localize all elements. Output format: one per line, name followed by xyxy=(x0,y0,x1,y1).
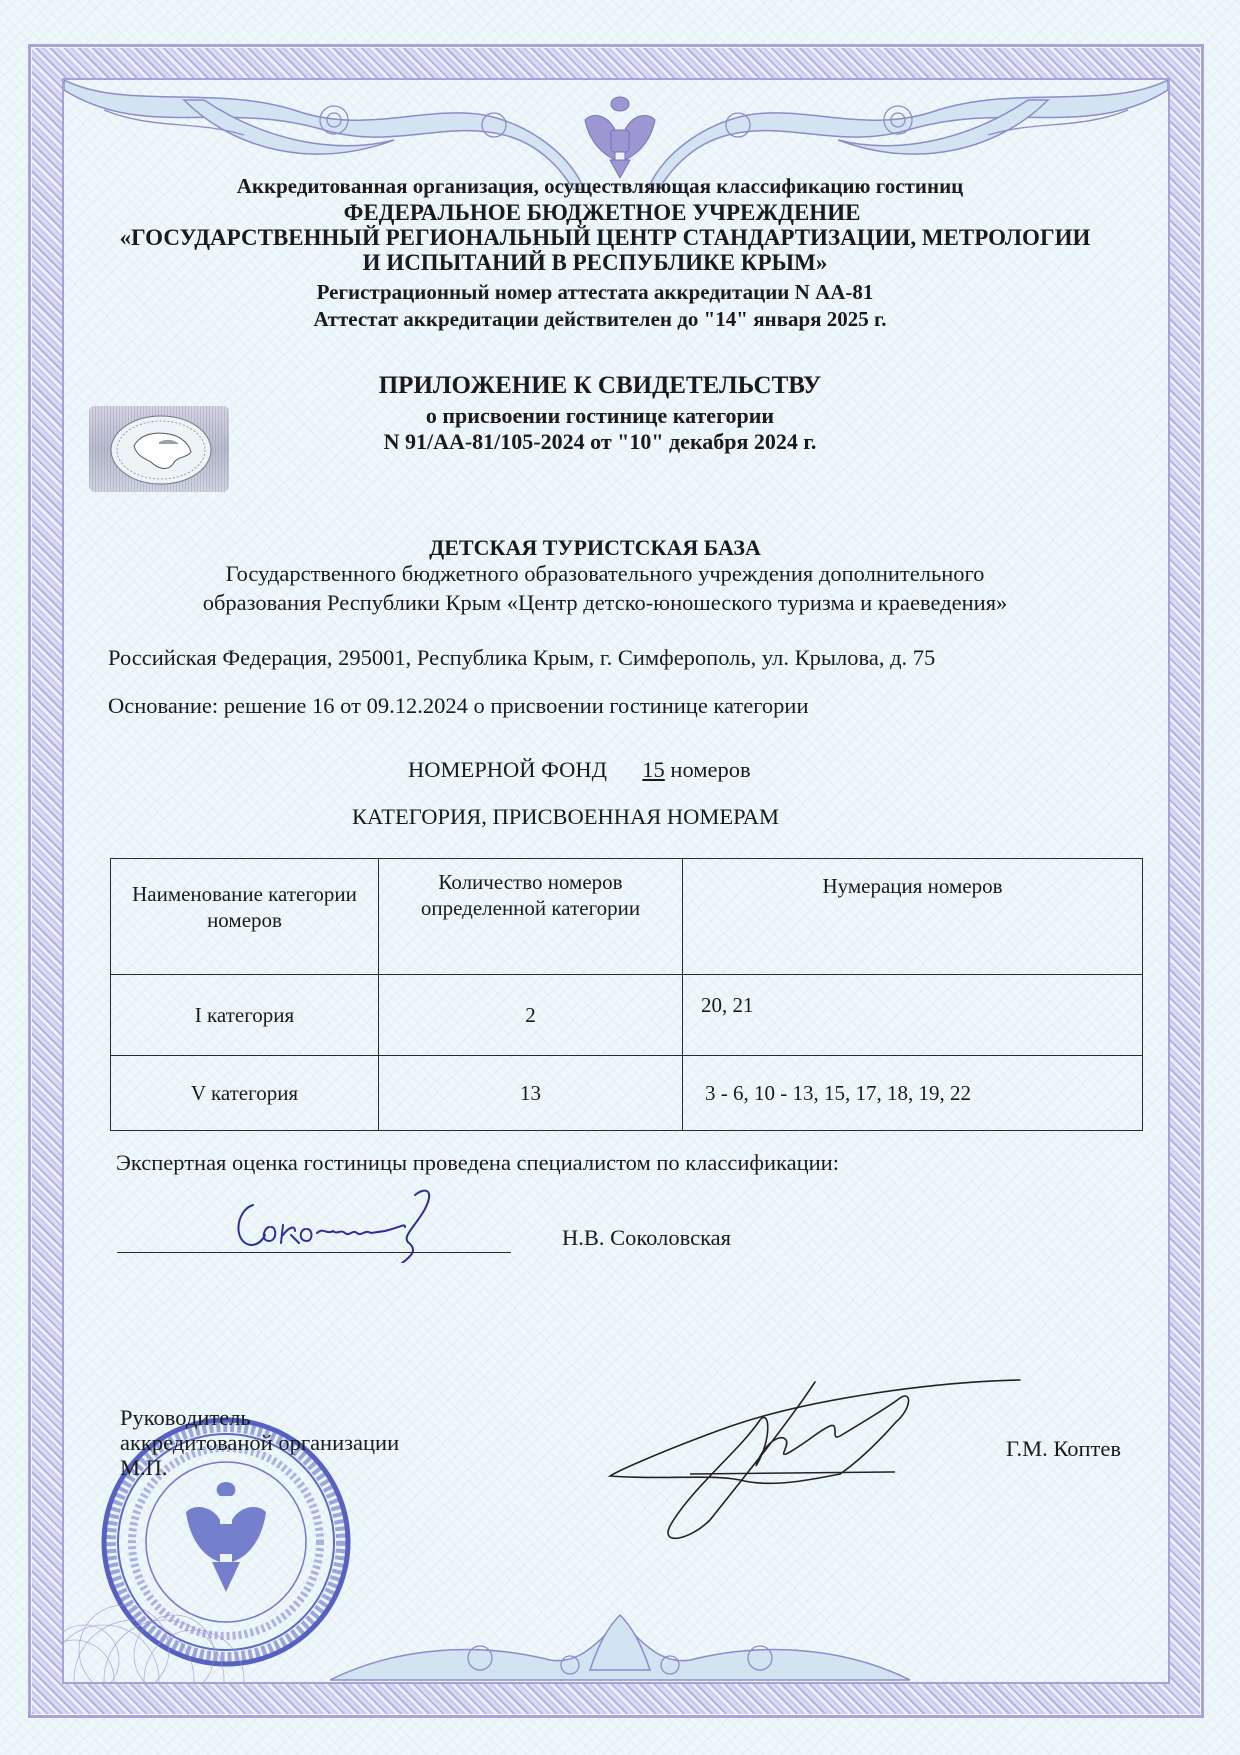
row-count: 2 xyxy=(379,975,683,1056)
room-fund-row xyxy=(408,757,751,783)
head-title-block xyxy=(120,1406,399,1480)
table-row xyxy=(111,975,1143,1056)
org-name-line2: И ИСПЫТАНИЙ В РЕСПУБЛИКЕ КРЫМ» xyxy=(362,250,828,275)
room-fund-unit: номеров xyxy=(670,757,751,782)
head-title-line1: Руководитель xyxy=(120,1405,251,1430)
row-numbers: 3 - 6, 10 - 13, 15, 17, 18, 19, 22 xyxy=(683,1056,1143,1131)
header-category-name: Наименование категории номеров xyxy=(111,859,379,975)
org-name-line1: «ГОСУДАРСТВЕННЫЙ РЕГИОНАЛЬНЫЙ ЦЕНТР СТАНДАРТИЗАЦИИ, МЕТРОЛОГИИ xyxy=(119,225,1091,250)
table-header-row xyxy=(111,859,1143,975)
document-title: ПРИЛОЖЕНИЕ К СВИДЕТЕЛЬСТВУ xyxy=(378,372,822,399)
accreditation-validity: Аттестат аккредитации действителен до "14" января 2025 г. xyxy=(313,307,887,331)
header-room-count: Количество номеров определенной категории xyxy=(379,859,683,975)
header-room-numbers: Нумерация номеров xyxy=(683,859,1143,975)
row-numbers: 20, 21 xyxy=(683,975,1143,1056)
expert-signature xyxy=(225,1183,485,1263)
basis-decision: Основание: решение 16 от 09.12.2024 о присвоении гостинице категории xyxy=(108,693,809,718)
row-category: I категория xyxy=(111,975,379,1056)
org-type: ФЕДЕРАЛЬНОЕ БЮДЖЕТНОЕ УЧРЕЖДЕНИЕ xyxy=(343,200,861,225)
accredited-org-label: Аккредитованная организация, осуществляющая классификацию гостиниц xyxy=(236,174,964,198)
hotel-org-line2: образования Республики Крым «Центр детско-юношеского туризма и краеведения» xyxy=(202,590,1008,615)
expert-name: Н.В. Соколовская xyxy=(562,1225,732,1250)
hologram-crimea-icon xyxy=(89,406,229,492)
head-signature xyxy=(600,1350,1040,1540)
expert-signature-line xyxy=(117,1252,511,1253)
room-fund-count: 15 xyxy=(642,757,665,782)
hotel-org-line1: Государственного бюджетного образовательного учреждения дополнительного xyxy=(225,561,985,586)
certificate-number: N 91/АА-81/105-2024 от "10" декабря 2024 г. xyxy=(383,429,817,454)
stamp-place-label: М.П. xyxy=(120,1454,168,1480)
hotel-address: Российская Федерация, 295001, Республика Крым, г. Симферополь, ул. Крылова, д. 75 xyxy=(108,645,936,670)
room-category-table xyxy=(110,858,1143,1131)
head-title-line2: аккредитованой организации xyxy=(120,1429,400,1455)
head-name: Г.М. Коптев xyxy=(1006,1436,1121,1461)
document-subtitle: о присвоении гостинице категории xyxy=(425,403,775,428)
room-fund-label: НОМЕРНОЙ ФОНД xyxy=(408,757,608,782)
bottom-ornament xyxy=(330,1610,910,1690)
coat-of-arms-icon xyxy=(565,90,675,180)
accreditation-number: Регистрационный номер аттестата аккредитации N АА-81 xyxy=(316,280,874,304)
expert-statement: Экспертная оценка гостиницы проведена специалистом по классификации: xyxy=(116,1150,839,1175)
hotel-name: ДЕТСКАЯ ТУРИСТСКАЯ БАЗА xyxy=(429,535,761,560)
table-row xyxy=(111,1056,1143,1131)
row-category: V категория xyxy=(111,1056,379,1131)
category-section-title: КАТЕГОРИЯ, ПРИСВОЕННАЯ НОМЕРАМ xyxy=(352,804,780,829)
row-count: 13 xyxy=(379,1056,683,1131)
guilloche-rosette xyxy=(64,1560,264,1682)
